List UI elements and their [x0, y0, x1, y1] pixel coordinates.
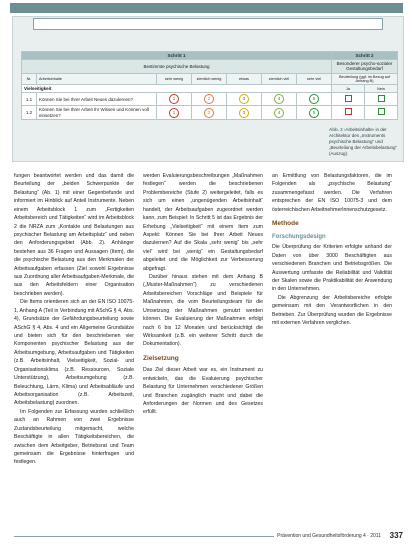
body-paragraph: Die Überprüfung der Kriterien erfolgte anhand der Daten von über 3000 Beschäftigten aus verschiedenen Branchen und Betriebsgrößen. Die Auswertung umfasste die Reliabilität und Validität der Skalen sowie die Praktikabilität der Anwendung in den Unternehmen. [272, 244, 392, 293]
rating-circle[interactable]: 4 [274, 108, 284, 118]
figure-title-frame [33, 18, 383, 30]
yes-label: Ja [332, 85, 365, 93]
rating-circle[interactable]: 5 [309, 108, 319, 118]
row-number: 1.1 [22, 93, 37, 106]
col-item-header: Arbeitsinhalte [37, 73, 157, 85]
group-header: Bestimmte psychische Belastung [22, 60, 332, 73]
figure-caption [329, 127, 399, 157]
row-number: 1.2 [22, 106, 37, 119]
caption-text: ›Arbeitsinhalte‹ in der Architektur des „Instruments psychische Belastung“ und „Beurteilung der Arbeitsbelastung“ (Auszug). [329, 127, 398, 157]
text-column-3 [272, 172, 392, 328]
option-header: ziemlich viel [262, 73, 297, 85]
text-column-1 [14, 172, 134, 467]
section-label: Vielseitigkeit [22, 85, 332, 93]
body-paragraph: Das Ziel dieser Arbeit war es, ein Instrument zu entwickeln, das die Evaluierung psychischer Belastung für Unternehmen verschiedener Größen und Branchen zugänglich macht und dabei die Anforderungen der Normen und des Gesetzes erfüllt. [143, 367, 263, 416]
body-paragraph: Darüber hinaus stehen mit dem Anhang B („Muster-Maßnahmen“) zu verschiedenen Arbeitsbereichen Vorschläge und Beispiele für Maßnahmen, die vom Beurteilungsteam für die Umsetzung der Maßnahmen genutzt werden können. Die Evaluierung der Maßnahmen erfolgt nach 6 bis 12 Monaten und berücksichtigt die Wirksamkeit (z.B. ein weiterer Schritt durch die Dokumentation). [143, 274, 263, 348]
caption-label: Abb. 2 [329, 127, 343, 132]
figure-box [12, 16, 404, 162]
step1-header: Schritt 1 [22, 52, 332, 60]
journal-title: Prävention und Gesundheitsförderung 4 · 2011 [274, 533, 381, 539]
yes-checkbox[interactable] [345, 108, 352, 115]
option-header: sehr viel [297, 73, 332, 85]
rating-circle[interactable]: 3 [239, 94, 249, 104]
body-paragraph: Die Items orientieren sich an der EN ISO 10075-1, Anhang A (Teil in Verbindung mit ASchG § 4, Abs. 4), Grundsätze der Gefährdungsbeurteilung sowie ASchG § 4, Abs. 4 und ein Allgemeine Grundsätze und bieten sich für den beschriebenen vier Komponenten psychischer Belastung aus der Arbeitsumgebung, Arbeitsaufgaben und Tätigkeiten (z.B. Arbeitsinhalt, Vielseitigkeit, Sozial- und Organisationsklima (z.B. Ressourcen, Soziale Unterstützung), Arbeitsumgebung (z.B. Beleuchtung, Lärm, Klima) und Arbeitsabläufe und Arbeitsorganisation (z.B. Arbeitszeit, Arbeitsbelastung) zuordnen. [14, 299, 134, 407]
option-header: etwas [227, 73, 262, 85]
rating-circle[interactable]: 2 [204, 108, 214, 118]
rating-circle[interactable]: 5 [309, 94, 319, 104]
body-paragraph: werden Evaluierungsbeschreibungen „Maßnahmen festlegen“ werden die beschriebenen Problembereiche (Stufe 2) weitergeleitet, falls es sich um einen „ungenügenden Arbeitsinhalt“ handelt, der Arbeitsaufgaben zugeordnet werden kann, zum Beispiel: In Schritt 5 ist das Ergebnis der Erhebung „Vielseitigkeit“ mit einem Item zum Aspekt: Können Sie bei Ihrer Arbeit Neues dazulernen? Auf die Skala „sehr wenig“ bis „sehr viel“ wird bei „wenig“ ein Gestaltungsbedarf abgeleitet und die Möglichkeit zur Verbesserung abgefragt. [143, 173, 263, 272]
yes-checkbox[interactable] [345, 95, 352, 102]
text-column-2 [143, 172, 263, 417]
body-paragraph: fungen beantwortet werden und das damit die Beurteilung der „beiden Schwerpunkte der Belastung“ (Ab. 1) mit einer Gegenbefunde und informiert im Hinblick auf Anteil Instrumente. Neben einem Arbeitsblock 1 zum „Fertigkeiten Arbeitsbereich und Tätigkeiten“ wird im Arbeitsblock 2 die NRZA zum „Kontakte und Belastungen aus psychischer Belastung am Arbeitsplatz“ und neben den Anforderungsgebiet (Abb. 2). Anhänger bestehen aus 36 Fragen und Aussagen (Item), die die psychische Belastung aus den Merkmalen der Arbeitsaufgaben erfassen (Ziel sowohl Ergebnisse aus Zuordnung aller Arbeitsaufgaben-Merkmale, die aus den Arbeitsfeldern einer Organisation beschrieben werden). [14, 173, 134, 297]
body-paragraph: an Ermittlung von Belastungsfaktoren, die im Folgenden als „psychische Belastung“ zusammengefasst werden. Die Verfahren entsprechen der EN ISO 10075-3 und dem österreichischen ArbeitnehmerInnenschutzgesetz. [272, 173, 392, 213]
section-heading: Methode [272, 220, 299, 228]
rating-circle[interactable]: 1 [169, 94, 179, 104]
section-heading: Forschungsdesign [272, 233, 326, 240]
right-header-mid: Beurteilung (ggf. im Bezug auf Anhang B) [332, 73, 398, 85]
right-header-top: Besonderer psycho-sozialer Gestaltungsbedarf [332, 60, 398, 73]
no-checkbox[interactable] [378, 95, 385, 102]
col-num-header: Nr. [22, 73, 37, 85]
rating-circle[interactable]: 1 [169, 108, 179, 118]
step2-header: Schritt 2 [332, 52, 398, 60]
rating-circle[interactable]: 2 [204, 94, 214, 104]
top-header-bar [10, 3, 403, 13]
rating-circle[interactable]: 4 [274, 94, 284, 104]
page-number: 337 [389, 531, 403, 540]
page-footer [14, 530, 403, 544]
evaluation-table [21, 51, 398, 120]
row-question: Können Sie bei Ihrer Arbeit Ihr Wissen und Können voll einsetzen? [37, 106, 157, 119]
no-checkbox[interactable] [378, 108, 385, 115]
row-question: Können Sie bei Ihrer Arbeit Neues dazulernen? [37, 93, 157, 106]
section-heading: Zielsetzung [143, 354, 179, 362]
table-row [22, 93, 398, 106]
no-label: Nein [365, 85, 398, 93]
body-paragraph: Im Folgenden zur Erfassung wurden schließlich auch an Rahmen von zwei Ergebnisse Zustandsbeurteilung mitgemacht, welche Beschäftigte in allen Tätigkeitsbereichen, die zwischen dem Arbeitgeber, Betriebsrat und Team gemeinsam die Ergebnisse hinterfragen und festlegen. [14, 408, 134, 466]
option-header: sehr wenig [157, 73, 192, 85]
body-paragraph: Die Abgrenzung der Arbeitsbereiche erfolgte gemeinsam mit den Verantwortlichen in den Betrieben. Zur Überprüfung wurden die Ergebnisse mit externen Verfahren verglichen. [272, 294, 392, 327]
rating-circle[interactable]: 3 [239, 108, 249, 118]
table-row [22, 106, 398, 119]
option-header: ziemlich wenig [192, 73, 227, 85]
